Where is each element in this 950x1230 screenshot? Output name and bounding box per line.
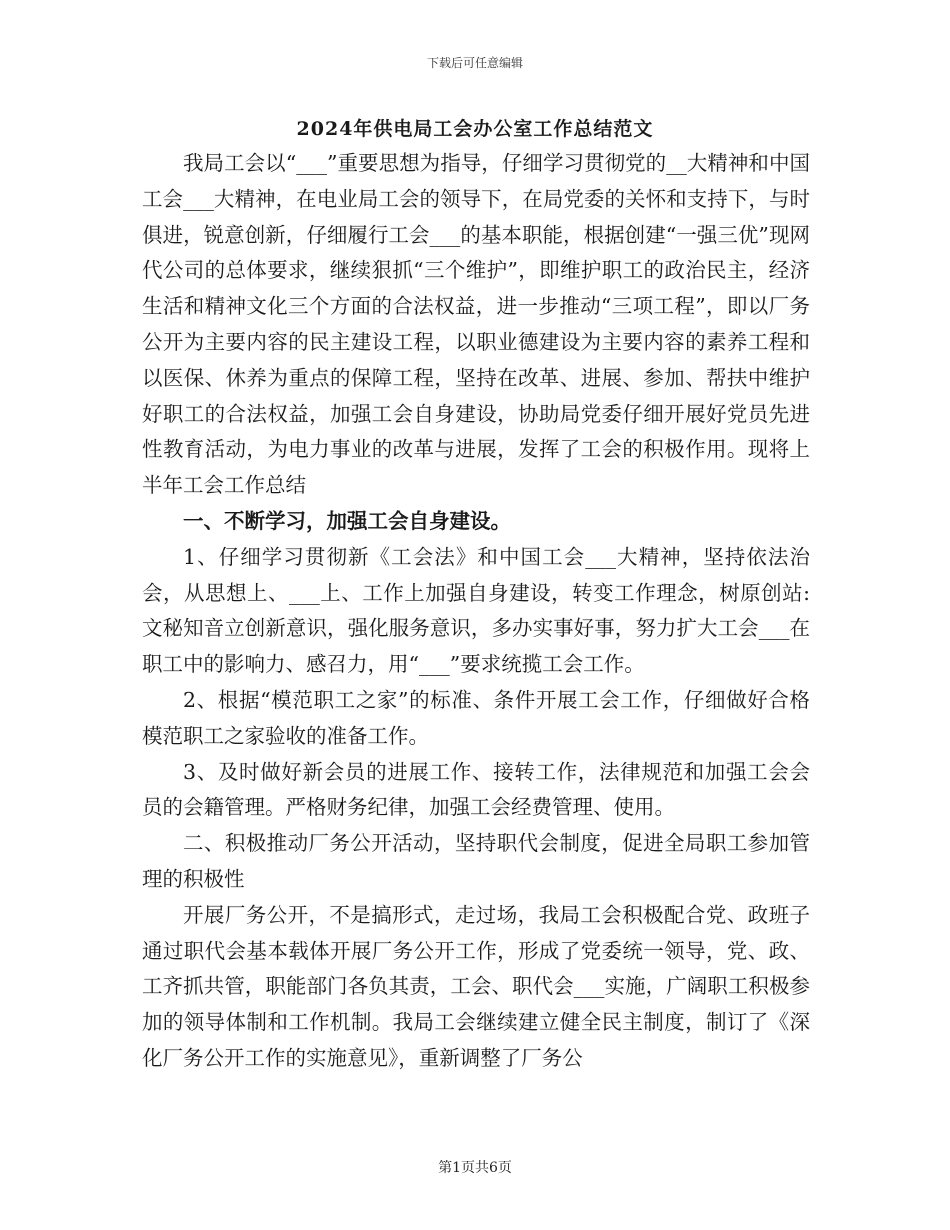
- intro-paragraph: 我局工会以“___”重要思想为指导，仔细学习贯彻党的__大精神和中国工会___大精神，在电业局工会的领导下，在局党委的关怀和支持下，与时俱进，锐意创新，仔细履行工会___的基本职能，根据创建“一强三优”现网代公司的总体要求，继续狠抓“三个维护”，即维护职工的政治民主，经济生活和精神文化三个方面的合法权益，进一步推动“三项工程”，即以厂务公开为主要内容的民主建设工程，以职业德建设为主要内容的素养工程和以医保、休养为重点的保障工程，坚持在改革、进展、参加、帮扶中维护好职工的合法权益，加强工会自身建设，协助局党委仔细开展好党员先进性教育活动，为电力事业的改革与进展，发挥了工会的积极作用。现将上半年工会工作总结: [142, 151, 810, 498]
- document-title: 2024年供电局工会办公室工作总结范文: [296, 118, 654, 140]
- paragraph-factory-affairs: 开展厂务公开，不是搞形式，走过场，我局工会积极配合党、政班子通过职代会基本载体开展厂务公开工作，形成了党委统一领导，党、政、工齐抓共管，职能部门各负其责，工会、职代会___实施，广阔职工积极参加的领导体制和工作机制。我局工会继续建立健全民主制度，制订了《深化厂务公开工作的实施意见》，重新调整了厂务公: [142, 902, 810, 1070]
- paragraph-item-3: 3、及时做好新会员的进展工作、接转工作，法律规范和加强工会会员的会籍管理。严格财务纪律，加强工会经费管理、使用。: [142, 759, 810, 820]
- paragraph-item-2: 2、根据“模范职工之家”的标准、条件开展工会工作，仔细做好合格模范职工之家验收的准备工作。: [142, 687, 810, 748]
- header-note: 下载后可任意编辑: [426, 56, 523, 70]
- paragraph-item-1: 1、仔细学习贯彻新《工会法》和中国工会___大精神，坚持依法治会，从思想上、___上、工作上加强自身建设，转变工作理念，树原创站:文秘知音立创新意识，强化服务意识，多办实事好事，努力扩大工会___在职工中的影响力、感召力，用“___”要求统揽工会工作。: [142, 544, 810, 677]
- section-heading-1: 一、不断学习，加强工会自身建设。: [183, 508, 511, 533]
- section-heading-2: 二、积极推动厂务公开活动，坚持职代会制度，促进全局职工参加管理的积极性: [142, 831, 810, 891]
- page-footer: 第1页共6页: [438, 1160, 512, 1176]
- document-body: [142, 146, 810, 1077]
